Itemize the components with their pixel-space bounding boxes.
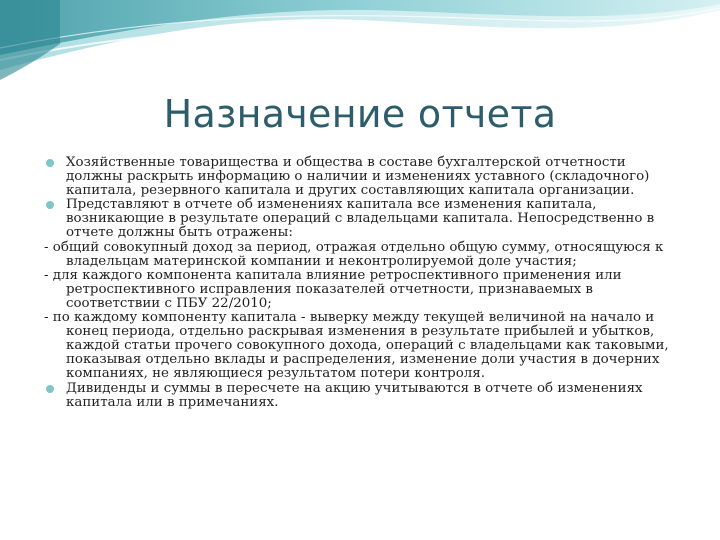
bullet-paragraph (44, 156, 676, 198)
dash-paragraph (44, 311, 676, 381)
slide-title: Назначение отчета (163, 92, 557, 136)
bullet-icon (46, 385, 54, 393)
paragraph-text: Представляют в отчете об изменениях капитала все изменения капитала, возникающие в результате операций с владельцами капитала. Непосредственно в отчете должны быть отражены: (66, 197, 655, 241)
paragraph-text: - для каждого компонента капитала влияние ретроспективного применения или ретроспективного исправления показателей отчетности, признаваемых в соответствии с ПБУ 22/2010; (44, 267, 622, 311)
bullet-paragraph (44, 382, 676, 410)
paragraph-text: - общий совокупный доход за период, отражая отдельно общую сумму, относящуюся к владельцам материнской компании и неконтролируемой доле участия; (44, 239, 664, 269)
bullet-icon (46, 201, 54, 209)
bullet-paragraph (44, 198, 676, 240)
paragraph-text: - по каждому компоненту капитала - выверку между текущей величиной на начало и конец периода, отдельно раскрывая изменения в результате прибылей и убытков, каждой статьи прочего совокупного дохода, операций с владельцами как таковыми, показывая отдельно вклады и распределения, изменение доли участия в дочерних компаниях, не являющиеся результатом потери контроля. (44, 310, 669, 382)
dash-paragraph (44, 269, 676, 311)
bullet-icon (46, 159, 54, 167)
slide-body (44, 156, 676, 410)
paragraph-text: Хозяйственные товарищества и общества в составе бухгалтерской отчетности должны раскрыть информацию о наличии и изменениях уставного (складочного) капитала, резервного капитала и других составляющих капитала организации. (66, 155, 650, 199)
dash-paragraph (44, 241, 676, 269)
paragraph-text: Дивиденды и суммы в пересчете на акцию учитываются в отчете об изменениях капитала или в примечаниях. (66, 380, 643, 410)
